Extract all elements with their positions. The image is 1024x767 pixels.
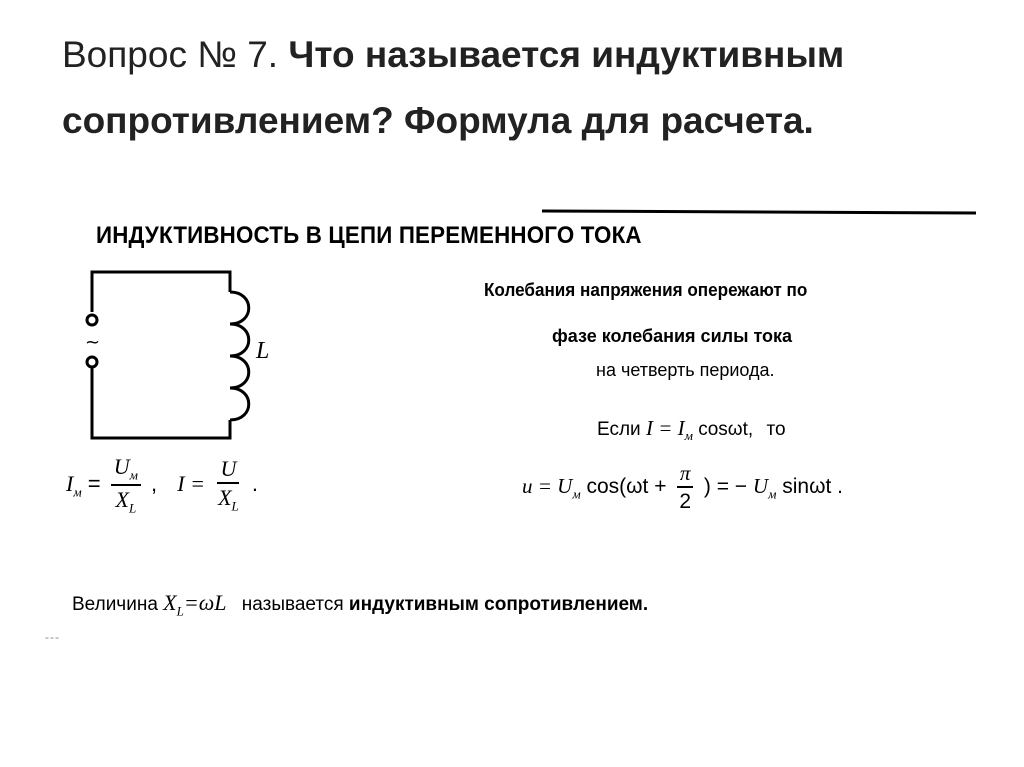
- amplitude-current: I: [66, 471, 74, 496]
- voltage-lhs: u = U: [522, 474, 573, 499]
- phase-text-line1: Колебания напряжения опережают по: [484, 280, 808, 300]
- current-cos: cosωt,: [698, 419, 754, 440]
- current-expression: $I = I_м$: [645, 416, 693, 444]
- voltage-cos: cos(ωt +: [586, 475, 667, 499]
- conclusion-middle: называется: [241, 594, 344, 615]
- phase-text-line3: на четверть периода.: [596, 360, 775, 380]
- conclusion-text: [72, 590, 648, 619]
- terminal-bottom-icon: [87, 357, 97, 367]
- effective-fraction: $\frac{U}{X_L}$: [218, 455, 239, 514]
- effective-current: I =: [177, 471, 205, 496]
- inductor-coil-icon: [230, 292, 249, 420]
- voltage-formula: $u = U_м$ cos(ωt + $\frac{\pi}{2}$ ) = − $U_м$ sinωt .: [522, 461, 843, 514]
- circuit-diagram: [70, 262, 280, 452]
- source-symbol: ~: [85, 332, 101, 353]
- terminal-top-icon: [87, 315, 97, 325]
- voltage-amplitude: U: [752, 474, 769, 499]
- scan-top-rule: [540, 205, 980, 217]
- circuit-wire-top: [92, 272, 230, 312]
- scan-heading: ИНДУКТИВНОСТЬ В ЦЕПИ ПЕРЕМЕННОГО ТОКА: [96, 222, 642, 249]
- amplitude-fraction: $\frac{U_м}{X_L}$: [111, 455, 141, 515]
- conclusion-term: индуктивным сопротивлением.: [348, 594, 649, 615]
- if-word: Если: [597, 419, 641, 440]
- pi-over-two: $\frac{\pi}{2}$: [676, 462, 694, 513]
- voltage-equals: ) = −: [703, 475, 748, 499]
- scan-dash-mark: ---: [45, 630, 60, 644]
- circuit-wire-bottom: [92, 368, 230, 438]
- title-question-text: Что называется индуктивным сопротивлением? Формула для расчета.: [62, 34, 845, 141]
- current-condition: [597, 416, 786, 444]
- reactance-formula: $X_L=\omega L$: [163, 590, 227, 619]
- conclusion-prefix: Величина: [72, 594, 158, 615]
- title-question-number: Вопрос № 7.: [62, 34, 279, 75]
- ohm-law-formulas: $I_м$ = $\frac{U_м}{X_L}$ , I = $\frac{U}{X_L}$ .: [66, 454, 259, 516]
- inductor-label: L: [256, 338, 270, 364]
- phase-text-line2: фазе колебания силы тока: [552, 326, 793, 346]
- voltage-sin: sinωt .: [782, 475, 843, 499]
- then-word: то: [766, 419, 786, 440]
- slide-title: [62, 22, 982, 154]
